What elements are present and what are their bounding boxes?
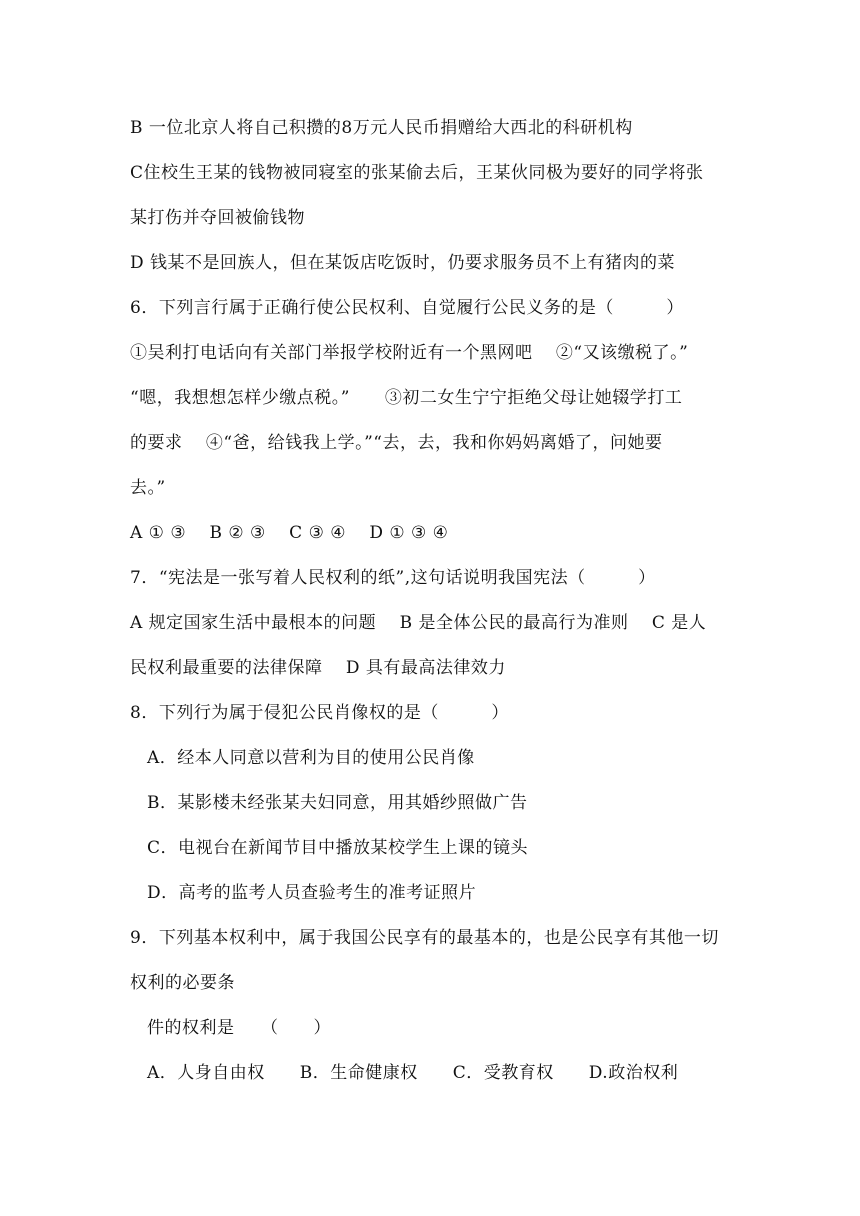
q8-option-c: C．电视台在新闻节目中播放某校学生上课的镜头 [147,838,529,858]
q5-option-d: D 钱某不是回族人，但在某饭店吃饭时，仍要求服务员不上有猪肉的菜 [130,253,676,273]
q6-statement-3: 的要求 ④“爸，给钱我上学。”“去，去，我和你妈妈离婚了，问她要 [130,433,663,453]
q9-stem-end: 件的权利是 （ ） [147,1018,331,1038]
q6-options: A ① ③ B ② ③ C ③ ④ D ① ③ ④ [130,523,449,543]
q9-stem: 9．下列基本权利中，属于我国公民享有的最基本的，也是公民享有其他一切 [130,928,719,948]
q9-options: A．人身自由权 B．生命健康权 C．受教育权 D.政治权利 [147,1063,679,1083]
q8-option-b: B．某影楼未经张某夫妇同意，用其婚纱照做广告 [147,793,528,813]
q6-statement-2: “嗯，我想想怎样少缴点税。” ③初二女生宁宁拒绝父母让她辍学打工 [130,388,683,408]
q7-stem: 7．“宪法是一张写着人民权利的纸”,这句话说明我国宪法（ ） [130,568,656,588]
q6-statement-1: ①吴利打电话向有关部门举报学校附近有一个黑网吧 ②“又该缴税了。” [130,343,689,363]
q6-stem: 6．下列言行属于正确行使公民权利、自觉履行公民义务的是（ ） [130,298,684,318]
q5-option-b: B 一位北京人将自己积攒的8万元人民币捐赠给大西北的科研机构 [130,118,633,138]
q7-options: A 规定国家生活中最根本的问题 B 是全体公民的最高行为准则 C 是人 [130,613,707,633]
q9-stem-cont: 权利的必要条 [130,973,235,993]
q6-statement-4: 去。” [130,478,166,498]
q5-option-c: C住校生王某的钱物被同寝室的张某偷去后，王某伙同极为要好的同学将张 [130,163,704,183]
q8-option-a: A．经本人同意以营利为目的使用公民肖像 [147,748,475,768]
q5-option-c-cont: 某打伤并夺回被偷钱物 [130,208,305,228]
q8-stem: 8．下列行为属于侵犯公民肖像权的是（ ） [130,703,509,723]
q7-options-cont: 民权利最重要的法律保障 D 具有最高法律效力 [130,658,506,678]
q8-option-d: D．高考的监考人员查验考生的准考证照片 [147,883,477,903]
